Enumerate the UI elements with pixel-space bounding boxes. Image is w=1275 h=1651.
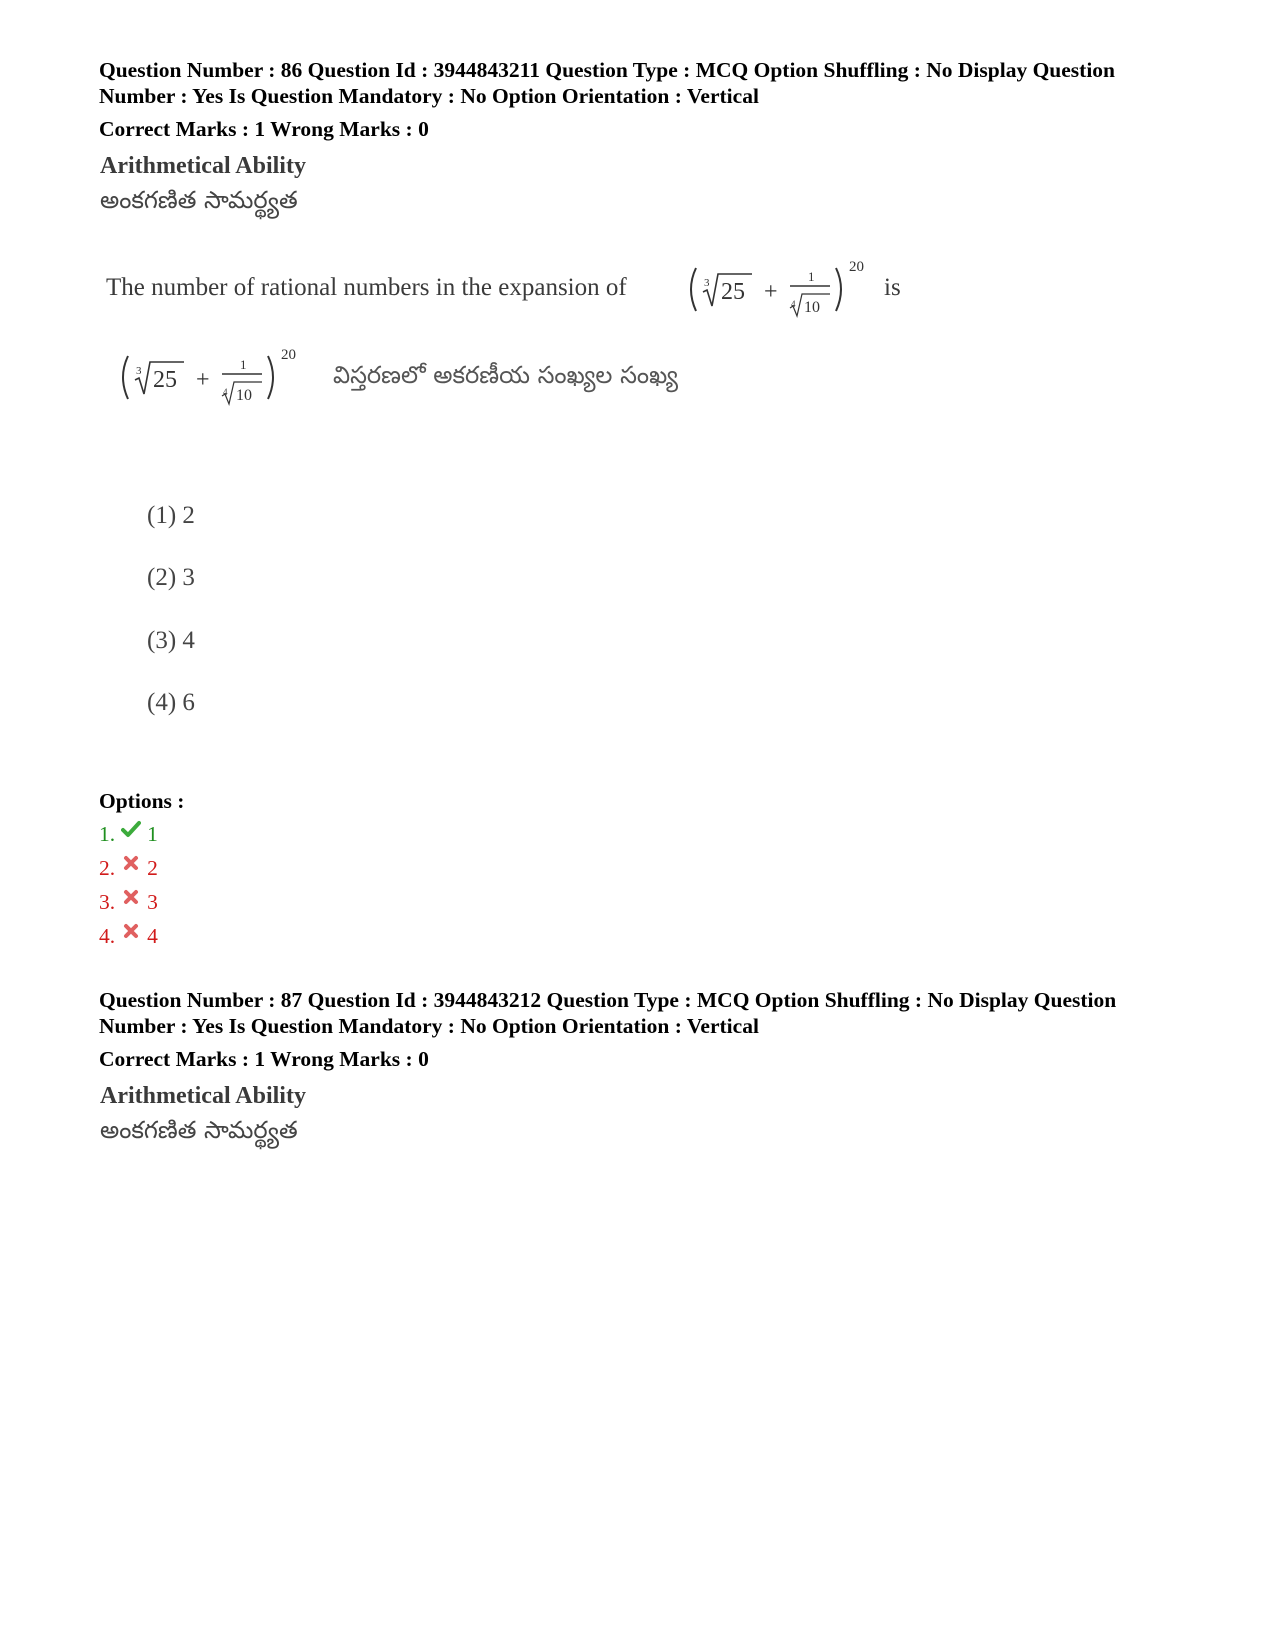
question-86-formula-en xyxy=(684,256,884,322)
numerator: 1 xyxy=(808,269,815,284)
question-87-subject-en: Arithmetical Ability xyxy=(100,1083,306,1109)
answer-line-1: (1) 2 xyxy=(147,502,195,529)
cross-icon xyxy=(121,853,141,873)
check-icon xyxy=(121,819,141,839)
question-86-text-en-prefix: The number of rational numbers in the expansion of xyxy=(106,274,627,301)
option-4-value: 4 xyxy=(147,924,158,948)
root2-index: 4 xyxy=(223,387,228,397)
question-86-formula-te xyxy=(116,344,316,410)
root2-radicand: 10 xyxy=(804,299,820,316)
answer-line-2: (2) 3 xyxy=(147,564,195,591)
exponent: 20 xyxy=(849,259,864,275)
numerator: 1 xyxy=(240,357,247,372)
root1-radicand: 25 xyxy=(721,279,745,305)
exponent: 20 xyxy=(281,347,296,363)
question-86-subject-en: Arithmetical Ability xyxy=(100,153,306,179)
root1-radicand: 25 xyxy=(153,367,177,393)
question-87-meta-line-2: Number : Yes Is Question Mandatory : No Option Orientation : Vertical xyxy=(99,1014,759,1038)
question-86-text-en-suffix: is xyxy=(884,274,901,301)
option-4 xyxy=(99,924,158,949)
option-1 xyxy=(99,822,158,847)
options-label: Options : xyxy=(99,789,185,813)
answer-line-3: (3) 4 xyxy=(147,627,195,654)
question-86-text-te: విస్తరణలో అకరణీయ సంఖ్యల సంఖ్య xyxy=(333,361,678,389)
cross-icon xyxy=(121,921,141,941)
option-3-value: 3 xyxy=(147,890,158,914)
root2-index: 4 xyxy=(791,299,796,309)
root1-index: 3 xyxy=(704,277,710,289)
question-87-subject-te: అంకగణిత సామర్థ్యత xyxy=(100,1116,298,1144)
answer-line-4: (4) 6 xyxy=(147,689,195,716)
option-2-value: 2 xyxy=(147,856,158,880)
question-86-meta-line-2: Number : Yes Is Question Mandatory : No Option Orientation : Vertical xyxy=(99,84,759,108)
option-1-value: 1 xyxy=(147,822,158,846)
question-86-subject-te: అంకగణిత సామర్థ్యత xyxy=(100,186,298,214)
root2-radicand: 10 xyxy=(236,387,252,404)
plus-sign: + xyxy=(764,279,778,305)
cross-icon xyxy=(121,887,141,907)
option-3-number: 3. xyxy=(99,890,116,914)
option-2 xyxy=(99,856,158,881)
question-86-marks: Correct Marks : 1 Wrong Marks : 0 xyxy=(99,117,429,141)
question-86-meta-line-1: Question Number : 86 Question Id : 3944843211 Question Type : MCQ Option Shuffling : No Display Question xyxy=(99,58,1116,82)
question-87-meta-line-1: Question Number : 87 Question Id : 3944843212 Question Type : MCQ Option Shuffling : No Display Question xyxy=(99,988,1117,1012)
question-87-marks: Correct Marks : 1 Wrong Marks : 0 xyxy=(99,1047,429,1071)
option-4-number: 4. xyxy=(99,924,116,948)
option-1-number: 1. xyxy=(99,822,116,846)
option-3 xyxy=(99,890,158,915)
plus-sign: + xyxy=(196,367,210,393)
option-2-number: 2. xyxy=(99,856,116,880)
root1-index: 3 xyxy=(136,365,142,377)
